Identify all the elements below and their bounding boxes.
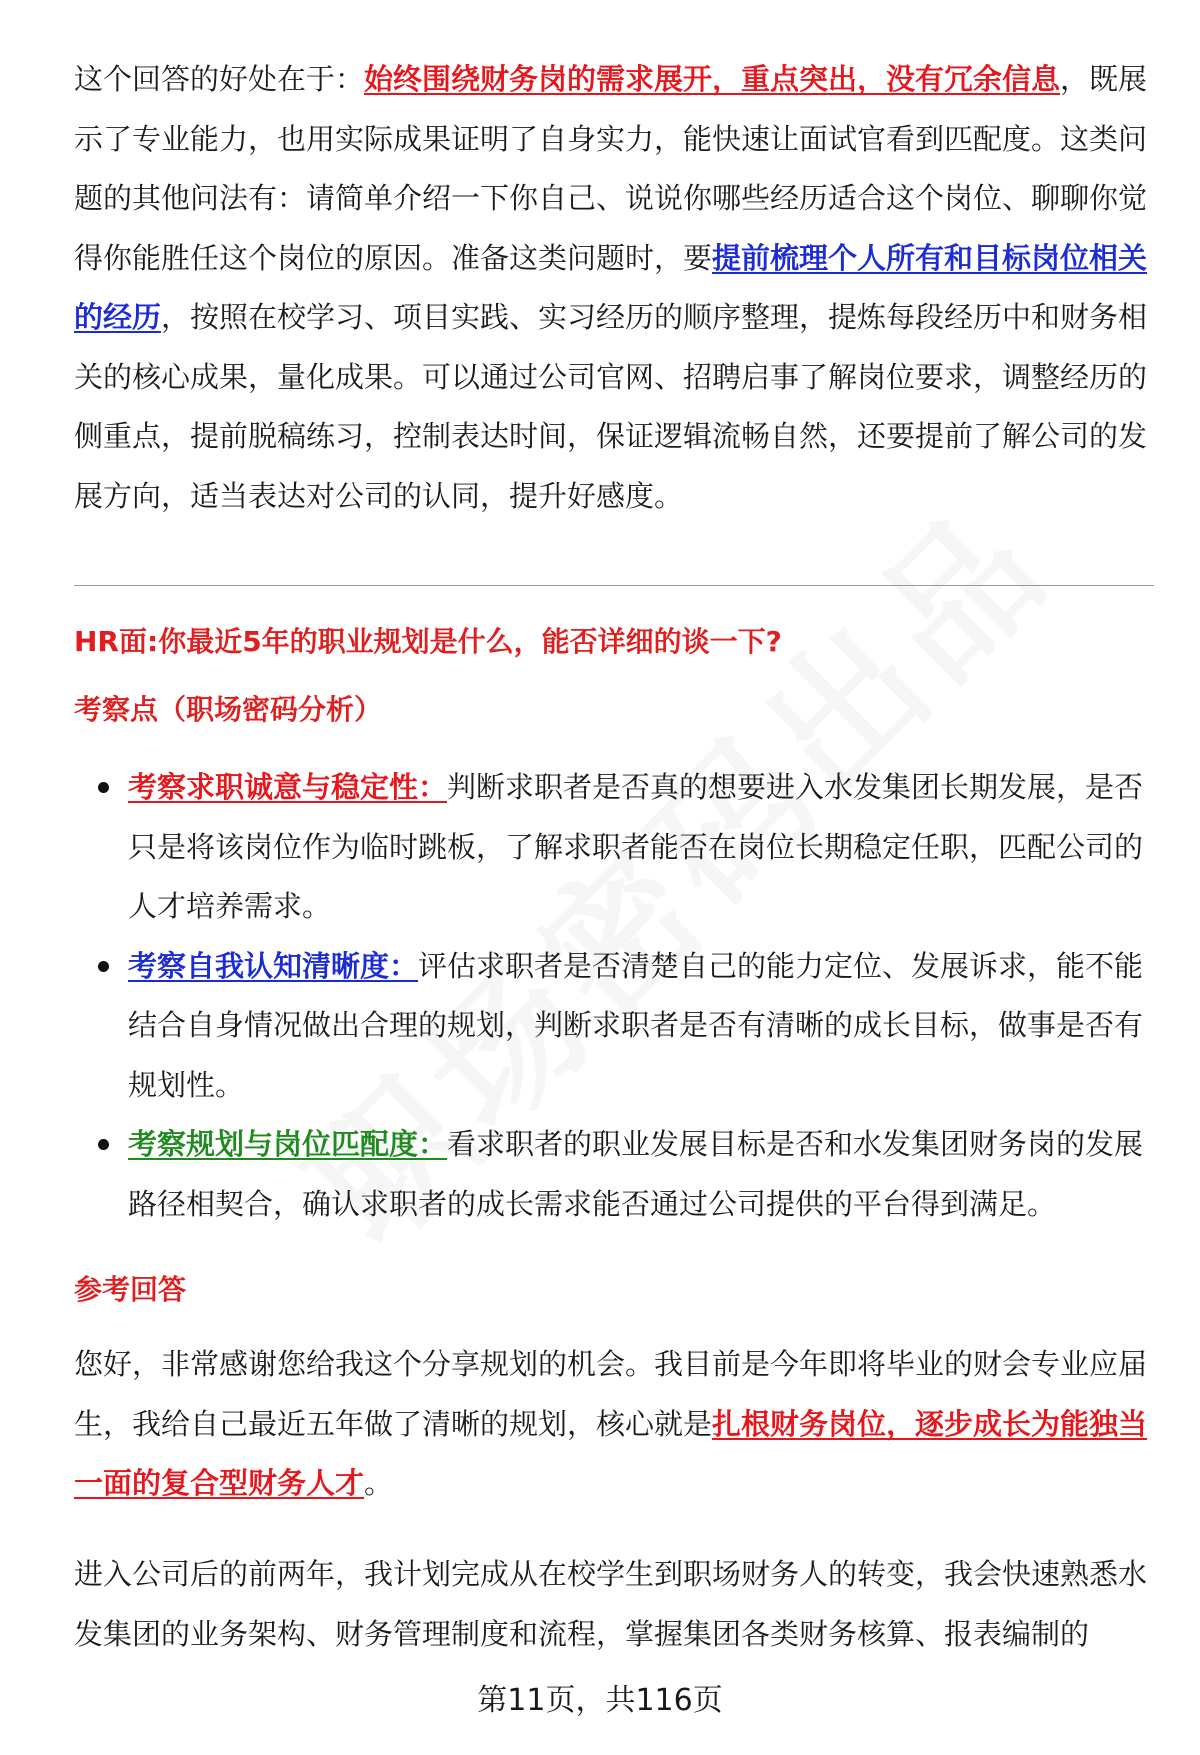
point-label: 考察规划与岗位匹配度：	[128, 1127, 448, 1161]
answer-paragraph-2: 进入公司后的前两年，我计划完成从在校学生到职场财务人的转变，我会快速熟悉水发集团的业务架构、财务管理制度和流程，掌握集团各类财务核算、报表编制的	[74, 1557, 1148, 1651]
analysis-point	[74, 937, 1148, 1116]
intro-paragraph	[74, 50, 1148, 526]
answer-paragraph-1	[74, 1335, 1148, 1514]
analysis-point	[74, 1115, 1148, 1234]
answer-text-1: 您好，非常感谢您给我这个分享规划的机会。我目前是今年即将毕业的财会专业应届生，我给自己最近五年做了清晰的规划，核心就是	[74, 1347, 1148, 1441]
analysis-point	[74, 758, 1148, 937]
point-text: 评估求职者是否清楚自己的能力定位、发展诉求，能不能结合自身情况做出合理的规划，判断求职者是否有清晰的成长目标，做事是否有规划性。	[128, 948, 1144, 1102]
question-title: HR面:你最近5年的职业规划是什么，能否详细的谈一下?	[74, 625, 782, 658]
bullet-icon	[98, 1139, 109, 1150]
section-divider	[74, 585, 1154, 586]
analysis-points	[74, 758, 1148, 1234]
intro-highlight-blue: 提前梳理个人所有和目标岗位相关的经历	[74, 240, 1148, 334]
point-label: 考察求职诚意与稳定性：	[128, 770, 448, 804]
answer-text-2: 。	[364, 1466, 394, 1500]
page-number: 第11页，共116页	[477, 1683, 723, 1718]
intro-highlight-red: 始终围绕财务岗的需求展开，重点突出，没有冗余信息	[364, 62, 1061, 96]
point-text: 看求职者的职业发展目标是否和水发集团财务岗的发展路径相契合，确认求职者的成长需求能否通过公司提供的平台得到满足。	[128, 1127, 1144, 1221]
answer-highlight-red: 扎根财务岗位，逐步成长为能独当一面的复合型财务人才	[74, 1406, 1148, 1500]
analysis-heading: 考察点（职场密码分析）	[74, 693, 383, 726]
point-label: 考察自我认知清晰度：	[128, 948, 419, 983]
answer-heading: 参考回答	[74, 1273, 187, 1306]
intro-text-2: ，既展示了专业能力，也用实际成果证明了自身实力，能快速让面试官看到匹配度。这类问题的其他问法有：请简单介绍一下你自己、说说你哪些经历适合这个岗位、聊聊你觉得你能胜任这个岗位的原因。准备这类问题时，要	[74, 62, 1148, 275]
intro-text-3: ，按照在校学习、项目实践、实习经历的顺序整理，提炼每段经历中和财务相关的核心成果，量化成果。可以通过公司官网、招聘启事了解岗位要求，调整经历的侧重点，提前脱稿练习，控制表达时间，保证逻辑流畅自然，还要提前了解公司的发展方向，适当表达对公司的认同，提升好感度。	[74, 300, 1148, 513]
point-text: 判断求职者是否真的想要进入水发集团长期发展，是否只是将该岗位作为临时跳板，了解求职者能否在岗位长期稳定任职，匹配公司的人才培养需求。	[128, 770, 1144, 923]
bullet-icon	[98, 961, 109, 972]
intro-text-1: 这个回答的好处在于：	[74, 62, 365, 96]
bullet-icon	[98, 782, 109, 793]
